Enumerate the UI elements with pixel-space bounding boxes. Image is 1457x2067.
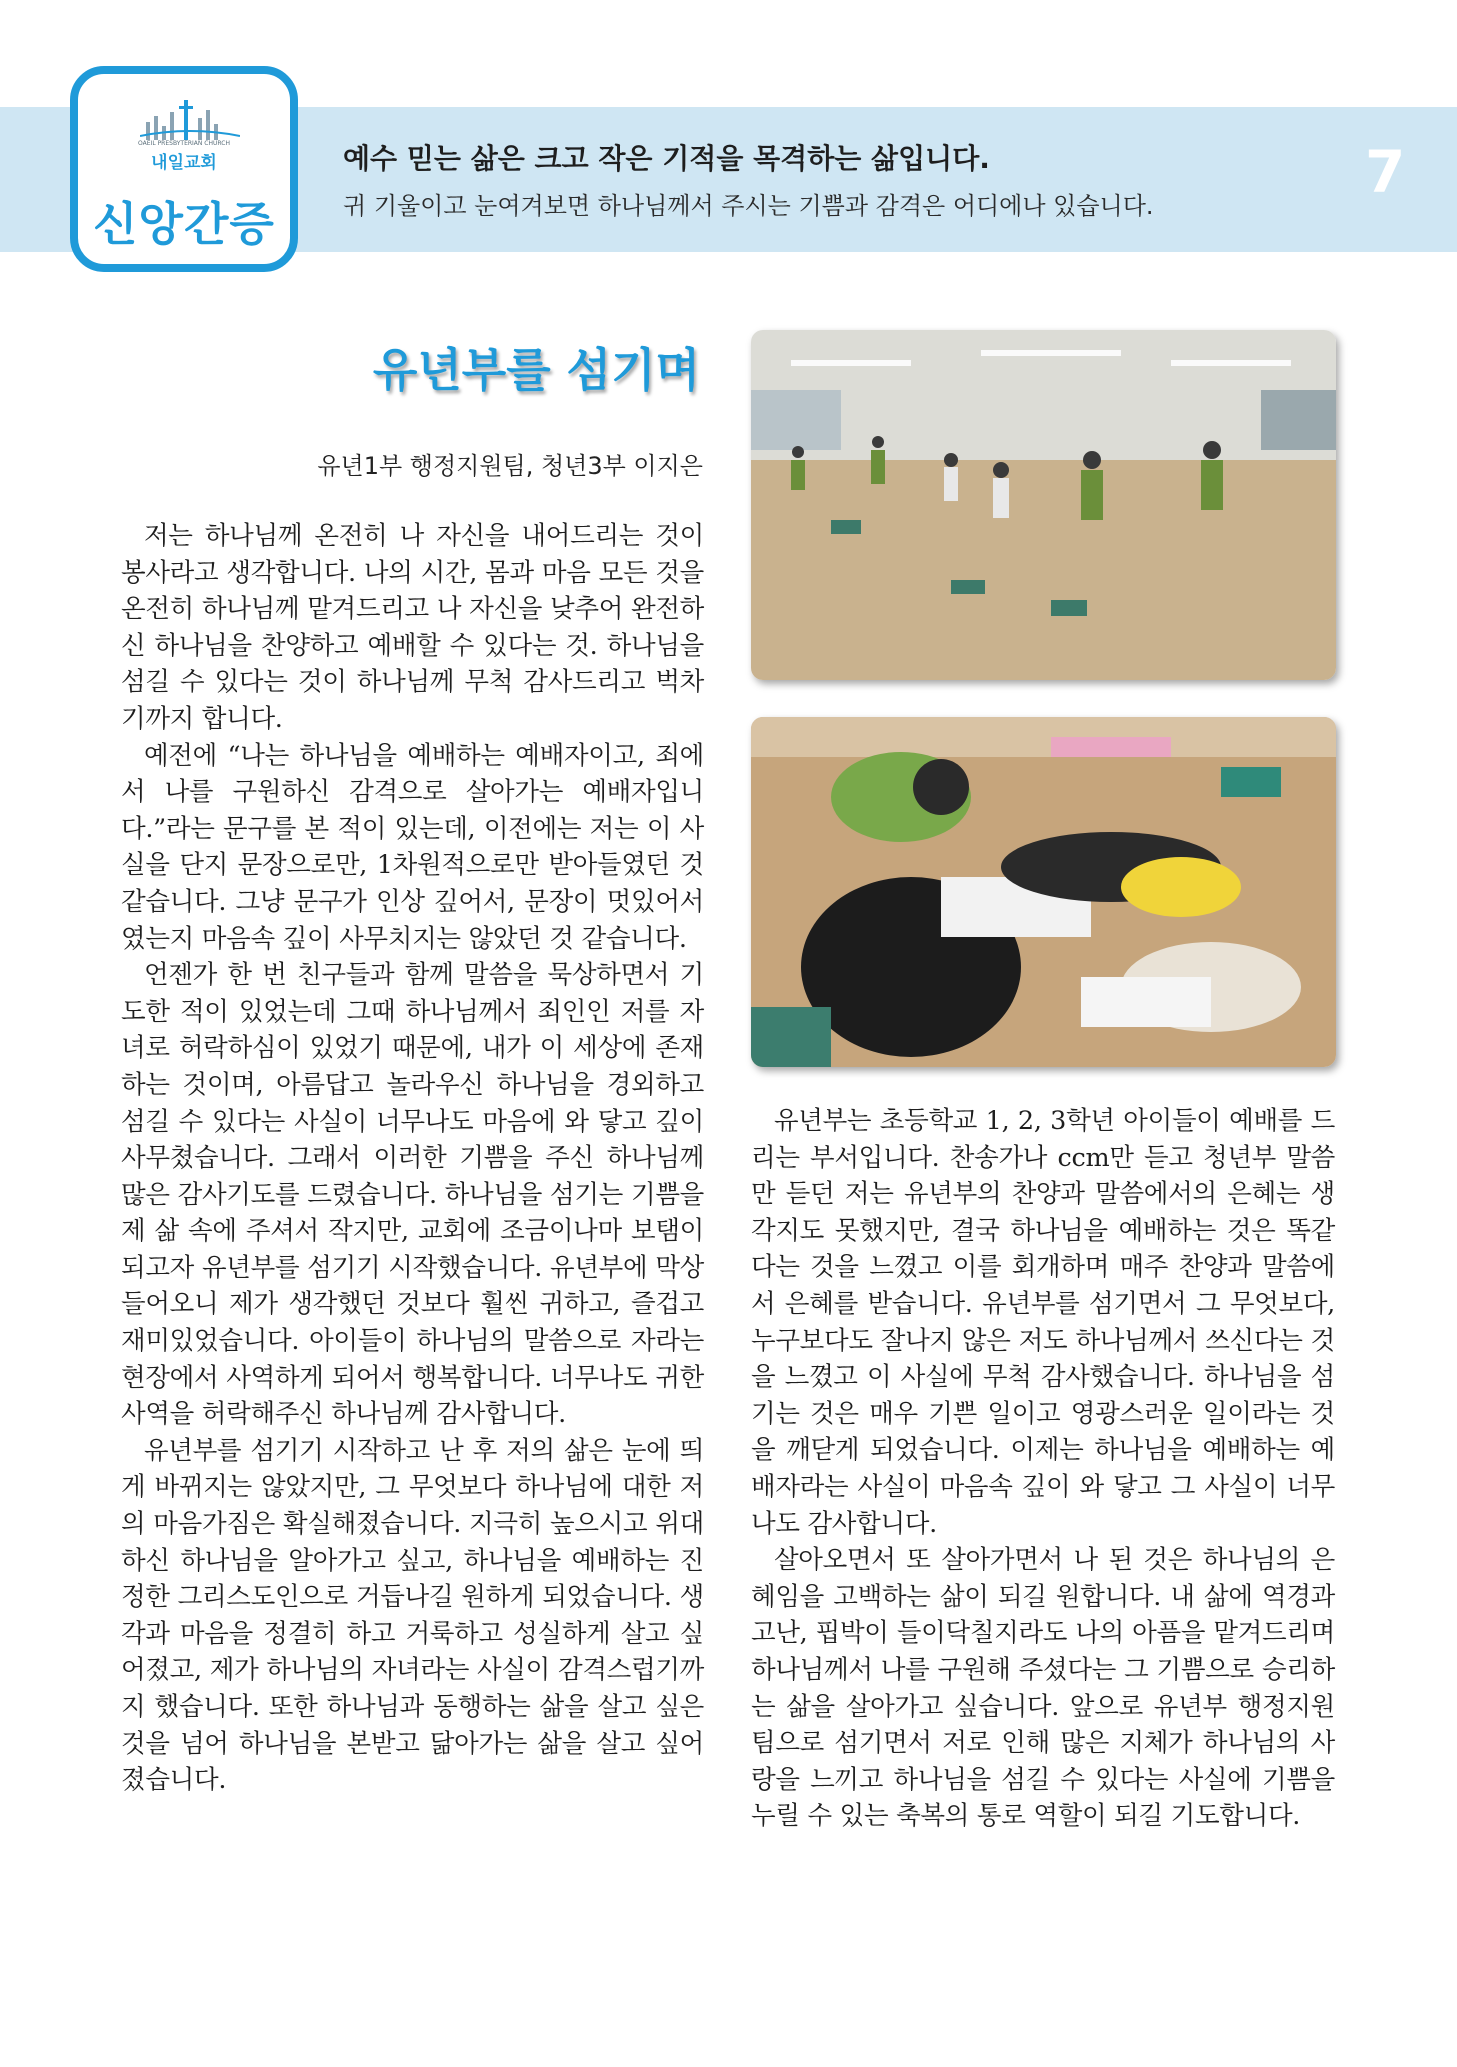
article-right-column	[751, 1103, 1335, 1835]
paragraph: 저는 하나님께 온전히 나 자신을 내어드리는 것이 봉사라고 생각합니다. 나의 시간, 몸과 마음 모든 것을 온전히 하나님께 맡겨드리고 나 자신을 낮추어 완전하신 하나님을 찬양하고 예배할 수 있다는 것. 하나님을 섬길 수 있다는 것이 하나님께 무척 감사드리고 벅차기까지 합니다.	[121, 521, 704, 734]
header-subtagline: 귀 기울이고 눈여겨보면 하나님께서 주시는 기쁨과 감격은 어디에나 있습니다.	[343, 192, 1154, 220]
children-drawing-photo-image	[751, 717, 1336, 1067]
church-name: 내일교회	[151, 153, 217, 173]
skyline-logo-icon	[140, 96, 240, 142]
article-byline: 유년1부 행정지원팀, 청년3부 이지은	[317, 452, 703, 480]
section-title: 신앙간증	[93, 197, 275, 251]
church-logo	[70, 66, 298, 272]
worship-hall-photo	[751, 330, 1336, 680]
church-subname: OAEIL PRESBYTERIAN CHURCH	[138, 140, 230, 147]
article-left-column	[121, 518, 704, 1799]
paragraph: 살아오면서 또 살아가면서 나 된 것은 하나님의 은혜임을 고백하는 삶이 되길 원합니다. 내 삶에 역경과 고난, 핍박이 들이닥칠지라도 나의 아픔을 맡겨드리며 하나님께서 나를 구원해 주셨다는 그 기쁨으로 승리하는 삶을 살아가고 싶습니다. 앞으로 유년부 행정지원팀으로 섬기면서 저로 인해 많은 지체가 하나님의 사랑을 느끼고 하나님을 섬길 수 있다는 사실에 기쁨을 누릴 수 있는 축복의 통로 역할이 되길 기도합니다.	[751, 1545, 1335, 1832]
paragraph: 예전에 “나는 하나님을 예배하는 예배자이고, 죄에서 나를 구원하신 감격으로 살아가는 예배자입니다.”라는 문구를 본 적이 있는데, 이전에는 저는 이 사실을 단지 문장으로만, 1차원적으로만 받아들였던 것 같습니다. 그냥 문구가 인상 깊어서, 문장이 멋있어서였는지 마음속 깊이 사무치지는 않았던 것 같습니다.	[121, 740, 704, 954]
paragraph: 유년부는 초등학교 1, 2, 3학년 아이들이 예배를 드리는 부서입니다. 찬송가나 ccm만 듣고 청년부 말씀만 듣던 저는 유년부의 찬양과 말씀에서의 은혜는 생각지도 못했지만, 결국 하나님을 예배하는 것은 똑같다는 것을 느꼈고 이를 회개하며 매주 찬양과 말씀에서 은혜를 받습니다. 유년부를 섬기면서 그 무엇보다, 누구보다도 잘나지 않은 저도 하나님께서 쓰신다는 것을 느꼈고 이 사실에 무척 감사했습니다. 하나님을 섬기는 것은 매우 기쁜 일이고 영광스러운 일이라는 것을 깨닫게 되었습니다. 이제는 하나님을 예배하는 예배자라는 사실이 마음속 깊이 와 닿고 그 사실이 너무나도 감사합니다.	[751, 1106, 1335, 1539]
header-tagline: 예수 믿는 삶은 크고 작은 기적을 목격하는 삶입니다.	[343, 142, 990, 175]
paragraph: 유년부를 섬기기 시작하고 난 후 저의 삶은 눈에 띄게 바뀌지는 않았지만, 그 무엇보다 하나님에 대한 저의 마음가짐은 확실해졌습니다. 지극히 높으시고 위대하신 하나님을 알아가고 싶고, 하나님을 예배하는 진정한 그리스도인으로 거듭나길 원하게 되었습니다. 생각과 마음을 정결히 하고 거룩하고 성실하게 살고 싶어졌고, 제가 하나님의 자녀라는 사실이 감격스럽기까지 했습니다. 또한 하나님과 동행하는 삶을 살고 싶은 것을 넘어 하나님을 본받고 닮아가는 삶을 살고 싶어졌습니다.	[121, 1435, 704, 1796]
paragraph: 언젠가 한 번 친구들과 함께 말씀을 묵상하면서 기도한 적이 있었는데 그때 하나님께서 죄인인 저를 자녀로 허락하심이 있었기 때문에, 내가 이 세상에 존재하는 것이며, 아름답고 놀라우신 하나님을 경외하고 섬길 수 있다는 사실이 너무나도 마음에 와 닿고 깊이 사무쳤습니다. 그래서 이러한 기쁨을 주신 하나님께 많은 감사기도를 드렸습니다. 하나님을 섬기는 기쁨을 제 삶 속에 주셔서 작지만, 교회에 조금이나마 보탬이 되고자 유년부를 섬기기 시작했습니다. 유년부에 막상 들어오니 제가 생각했던 것보다 훨씬 귀하고, 즐겁고 재미있었습니다. 아이들이 하나님의 말씀으로 자라는 현장에서 사역하게 되어서 행복합니다. 너무나도 귀한 사역을 허락해주신 하나님께 감사합니다.	[121, 960, 704, 1430]
article-title: 유년부를 섬기며	[372, 343, 700, 397]
page-number: 7	[1365, 138, 1406, 206]
children-drawing-photo	[751, 717, 1336, 1067]
worship-hall-photo-image	[751, 330, 1336, 680]
